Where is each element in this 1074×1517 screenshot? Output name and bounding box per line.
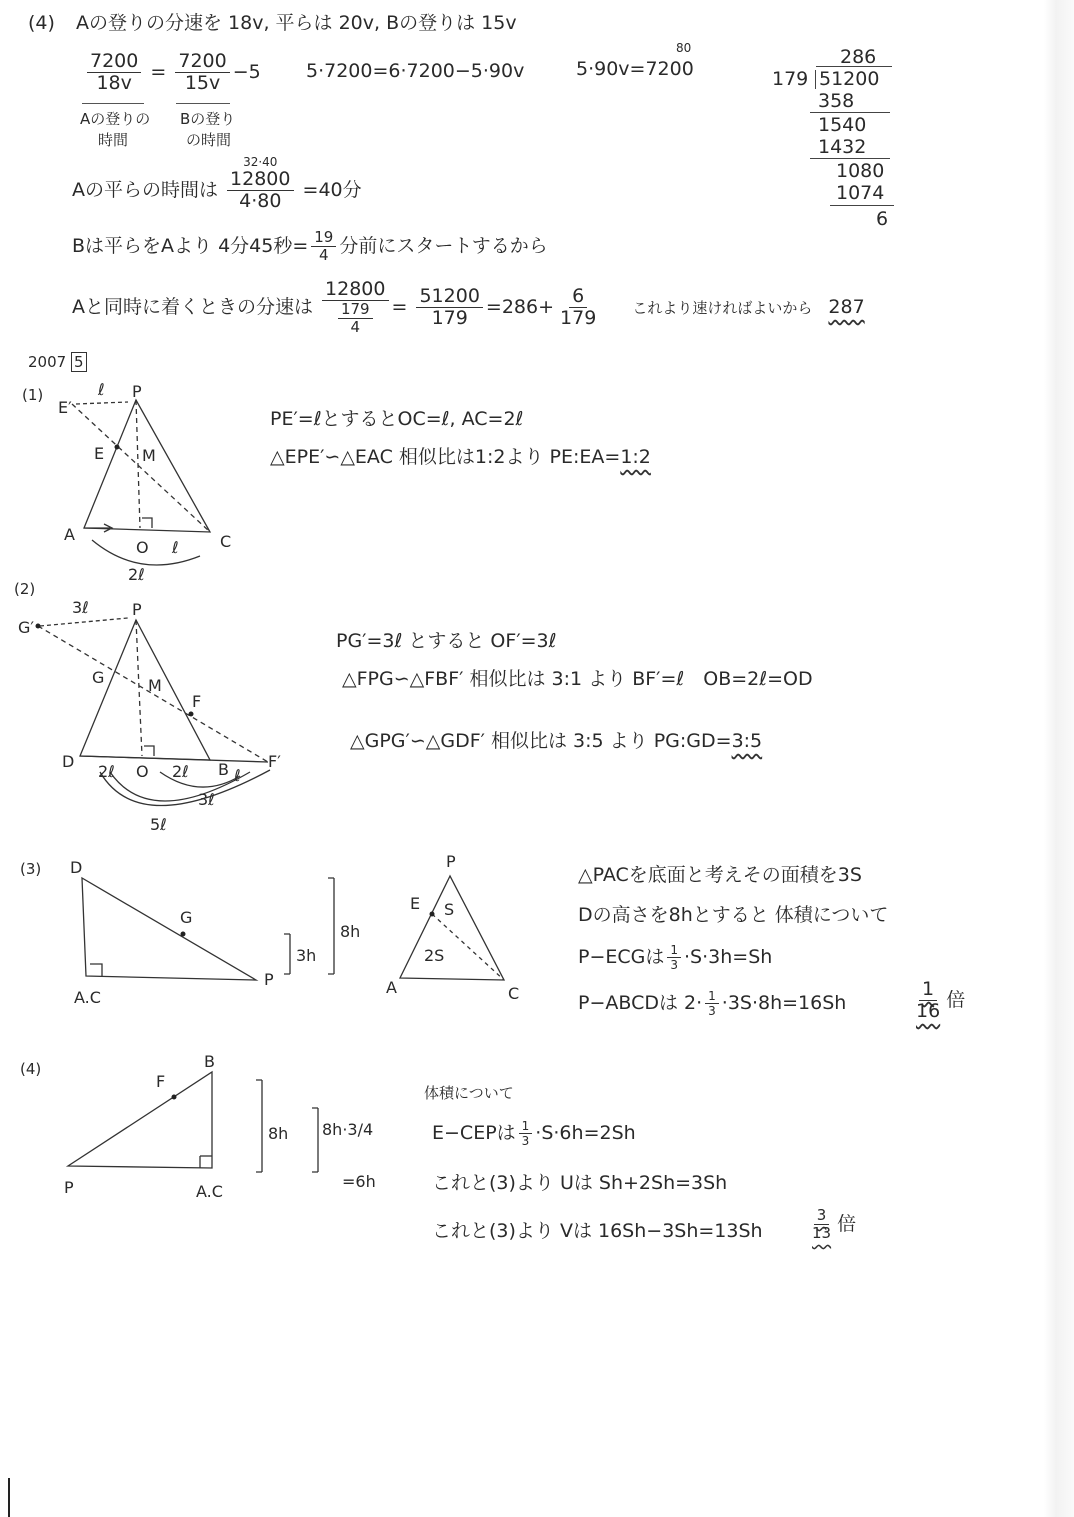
- equation-3-above: 80: [676, 41, 692, 55]
- q1-answer: 1:2: [620, 446, 651, 468]
- intro-text: Aの登りの分速を 18v, 平らは 20v, Bの登りは 15v: [76, 12, 517, 34]
- part-label: (4): [28, 12, 55, 34]
- q1-line2: △EPE′∽△EAC 相似比は1:2より PE:EA=1:2: [270, 446, 651, 468]
- flat-time-line: Aの平らの時間は 32·40 12800 4·80 =40分: [72, 155, 362, 212]
- note-a-line1: Aの登りの: [80, 110, 151, 128]
- q3-line3: P−ECGは $\frac{1}{3}$ ·S·3h=Sh: [578, 943, 773, 972]
- note-a-line2: 時間: [98, 131, 129, 149]
- q2-line2: △FPG∽△FBF′ 相似比は 3:1 より BF′=ℓ OB=2ℓ=OD: [342, 668, 813, 690]
- q3-line2: Dの高さを8hとすると 体積について: [578, 904, 889, 926]
- q3-answer: $\frac{1}{16}$ 倍: [916, 978, 966, 1022]
- equation-3: 5·90v=7200: [576, 58, 694, 80]
- q4-line1: E−CEPは $\frac{1}{3}$ ·S·6h=2Sh: [432, 1119, 636, 1148]
- speed-line: Aと同時に着くときの分速は $\frac{12800}{\frac{179}{4}}$ = $\frac{51200}{179}$ =286+ $\frac{6}{179}$ これより速ければよいから 287: [72, 278, 865, 336]
- note-b-line2: の時間: [186, 131, 232, 149]
- equation-2: 5·7200=6·7200−5·90v: [306, 60, 525, 82]
- answer-287: 287: [828, 296, 865, 318]
- q2-line1: PG′=3ℓ とすると OF′=3ℓ: [336, 630, 557, 652]
- q2-answer: 3:5: [731, 730, 763, 752]
- q3-line1: △PACを底面と考えその面積を3S: [578, 864, 862, 886]
- note-b-line1: Bの登り: [180, 110, 236, 128]
- q1-line1: PE′=ℓとするとOC=ℓ, AC=2ℓ: [270, 408, 524, 430]
- q4-line2: これと(3)より Uは Sh+2Sh=3Sh: [432, 1172, 728, 1194]
- q4-line3: これと(3)より Vは 16Sh−3Sh=13Sh: [432, 1220, 763, 1242]
- b-start-line: Bは平らをAより 4分45秒= $\frac{19}{4}$ 分前にスタートするから: [72, 228, 548, 264]
- q2-line3: △GPG′∽△GDF′ 相似比は 3:5 より PG:GD=3:5: [350, 730, 763, 752]
- q4-answer: $\frac{3}{13}$ 倍: [812, 1206, 857, 1242]
- scan-mark: [8, 1478, 10, 1517]
- section-header: 2007 5: [28, 355, 87, 370]
- q3-line4: P−ABCDは 2· $\frac{1}{3}$ ·3S·8h=16Sh: [578, 989, 847, 1018]
- equation-1: $\frac{7200}{18v}$ = $\frac{7200}{15v}$ −5: [84, 52, 261, 93]
- q4-line0: 体積について: [424, 1084, 514, 1102]
